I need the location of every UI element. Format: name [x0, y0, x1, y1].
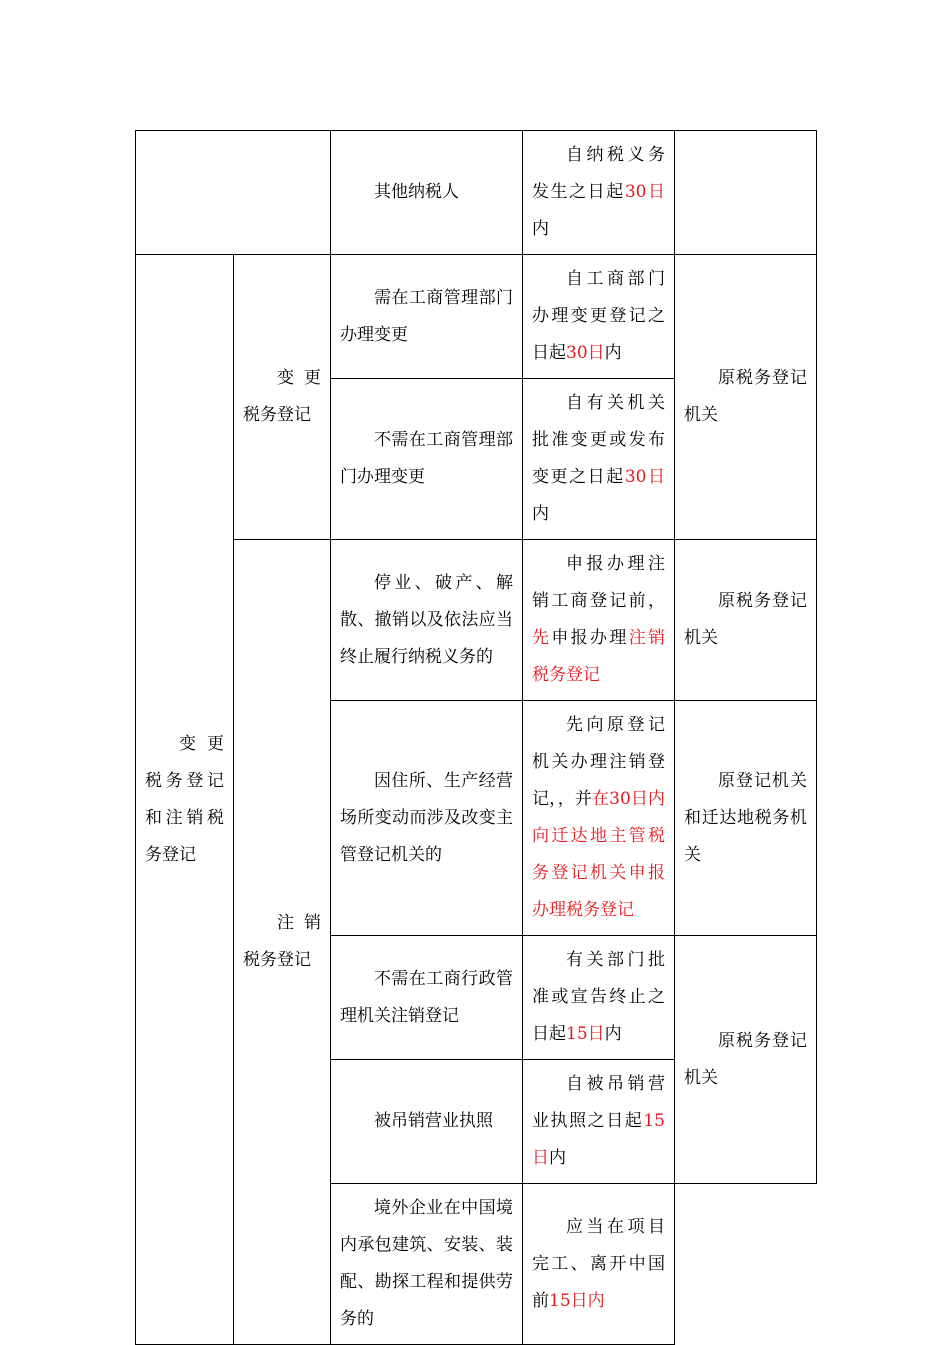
text-segment: 应当在项目完工、离开中国前	[532, 1216, 665, 1311]
change-registration-label: 变更税务登记	[234, 255, 331, 540]
authority-cell: 原税务登记机关	[675, 936, 817, 1184]
condition-cell: 停业、破产、解散、撤销以及依法应当终止履行纳税义务的	[331, 540, 523, 701]
deadline-cell	[523, 701, 675, 936]
highlighted-text: 15日	[532, 1111, 665, 1168]
text-segment: 自被吊销营业执照之日起	[532, 1074, 665, 1131]
group-label-cell: 变更税务登记和注销税务登记	[136, 255, 234, 1345]
highlighted-text: 15日	[566, 1024, 605, 1044]
text-segment: 申报办理	[551, 628, 629, 648]
text-segment: 内	[532, 219, 549, 239]
deadline-cell	[523, 936, 675, 1060]
authority-cell: 原税务登记机关	[675, 540, 817, 701]
text-segment: 申报办理注销工商登记前，	[532, 554, 665, 611]
authority-cell: 原登记机关和迁达地税务机关	[675, 701, 817, 936]
highlighted-text: 15日内	[549, 1290, 605, 1311]
taxpayer-type-cell: 其他纳税人	[331, 131, 523, 255]
text-segment: 自工商部门办理变更登记之日起	[532, 269, 665, 363]
condition-cell: 需在工商管理部门办理变更	[331, 255, 523, 379]
deadline-cell	[523, 379, 675, 540]
text-segment: 内	[532, 504, 549, 524]
empty-cell	[136, 131, 331, 255]
highlighted-text: 注销税务登记	[532, 628, 666, 685]
deadline-cell	[523, 131, 675, 255]
empty-cell	[675, 1184, 817, 1345]
tax-registration-table	[135, 130, 817, 1345]
text-segment: 内	[604, 1024, 622, 1044]
authority-cell: 原税务登记机关	[675, 255, 817, 540]
condition-cell: 不需在工商管理部门办理变更	[331, 379, 523, 540]
deadline-cell	[523, 1184, 675, 1345]
text-segment: 先向原登记机关办理注销登记，，并	[532, 715, 665, 809]
highlighted-text: 先	[532, 628, 552, 648]
deadline-cell	[523, 255, 675, 379]
text-segment: 自纳税义务发生之日起	[532, 145, 665, 202]
deadline-cell	[523, 1060, 675, 1184]
condition-cell: 被吊销营业执照	[331, 1060, 523, 1184]
text-segment: 自有关机关批准变更或发布变更之日起	[532, 393, 665, 487]
highlighted-text: 30日	[624, 467, 666, 487]
condition-cell: 不需在工商行政管理机关注销登记	[331, 936, 523, 1060]
text-segment: 有关部门批准或宣告终止之日起	[532, 950, 665, 1044]
condition-cell: 境外企业在中国境内承包建筑、安装、装配、勘探工程和提供劳务的	[331, 1184, 523, 1345]
text-segment: 内	[604, 343, 622, 363]
text-segment: 内	[549, 1148, 566, 1168]
highlighted-text: 30日	[624, 182, 666, 202]
deadline-cell	[523, 540, 675, 701]
condition-cell: 因住所、生产经营场所变动而涉及改变主管登记机关的	[331, 701, 523, 936]
cancel-registration-label: 注销税务登记	[234, 540, 331, 1345]
highlighted-text: 在30日内向迁达地主管税务登记机关申报办理税务登记	[532, 789, 666, 920]
empty-cell	[675, 131, 817, 255]
highlighted-text: 30日	[566, 343, 605, 363]
